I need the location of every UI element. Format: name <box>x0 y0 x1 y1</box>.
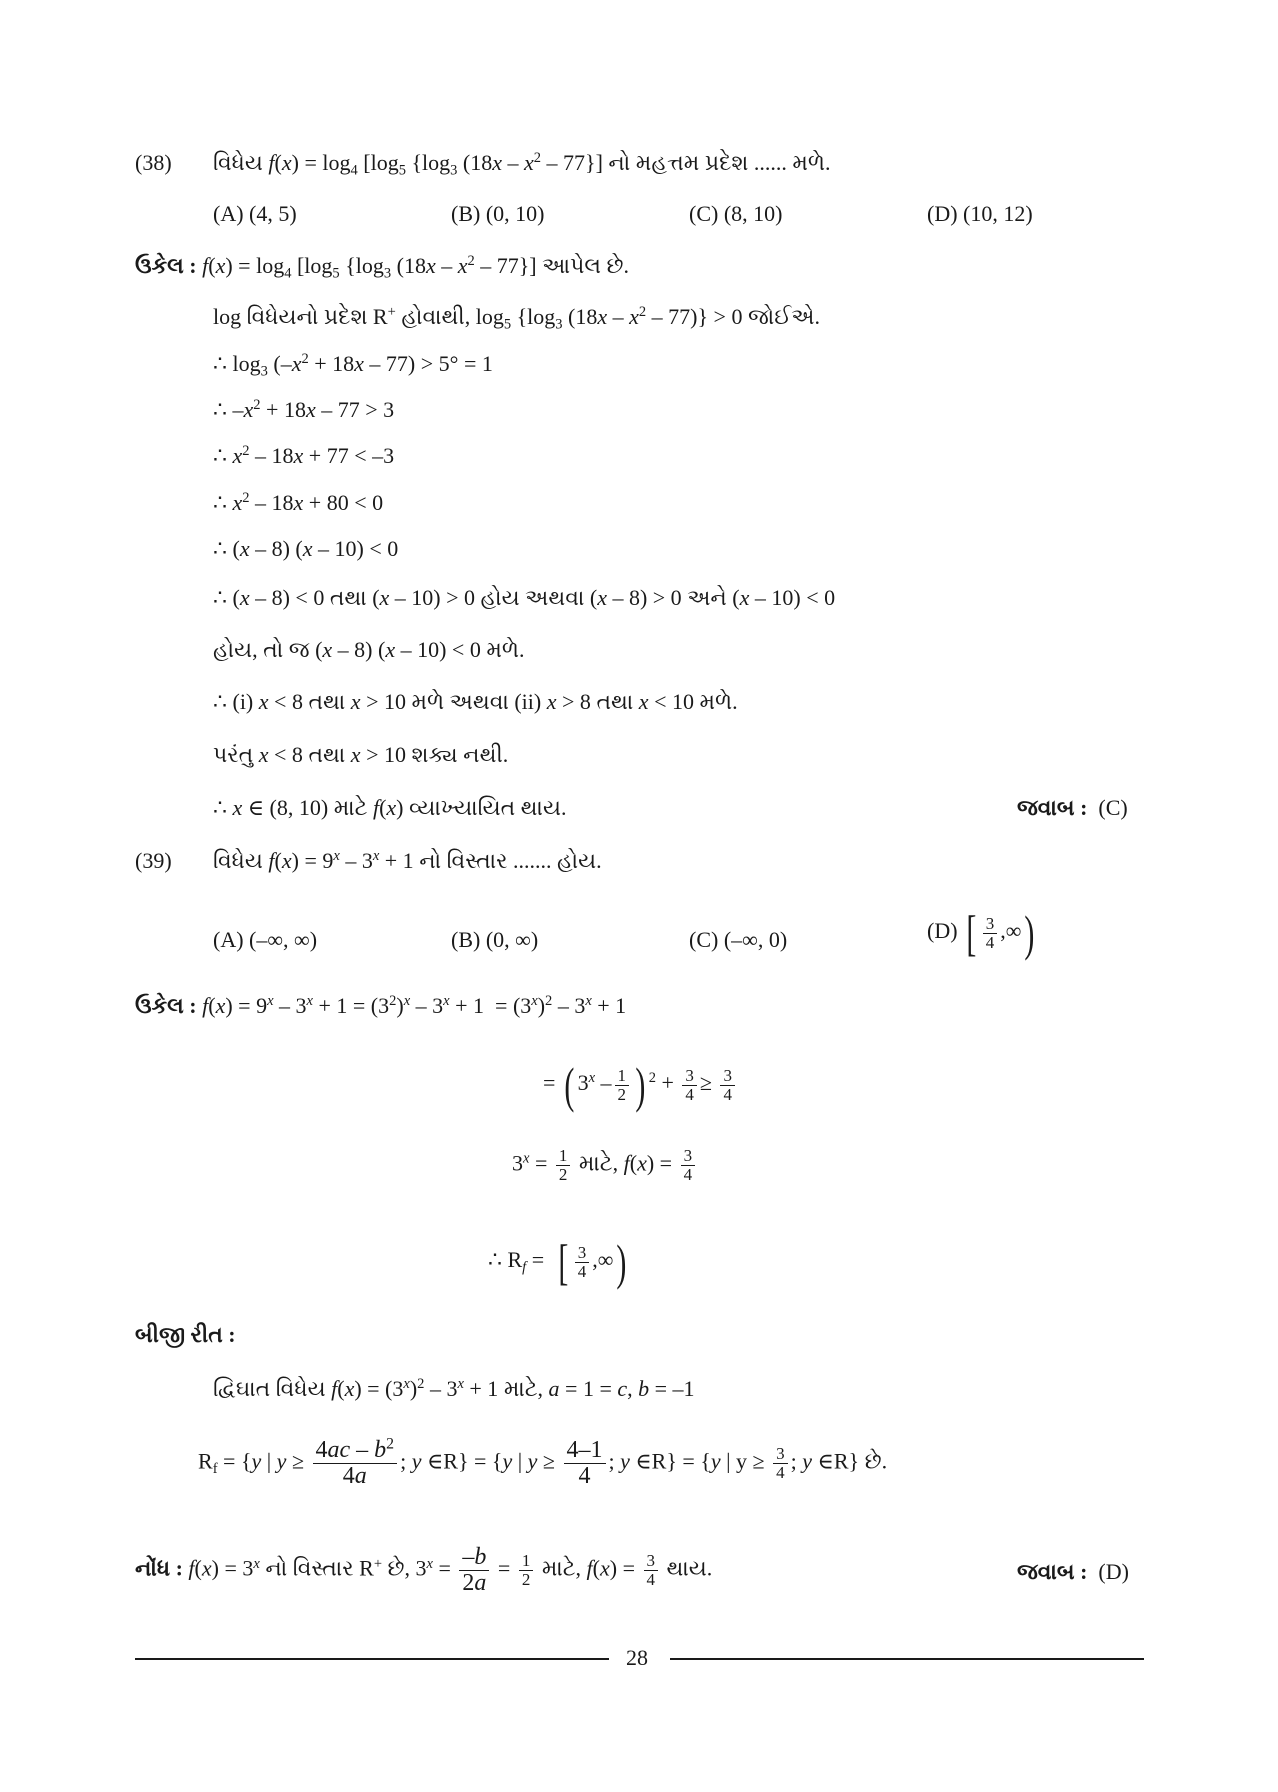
footer-rule-right <box>670 1658 1144 1660</box>
sol38-given: ઉકેલ : $f(x) = \log_4 [\log_5$ {$\log_3$ $(18x - x^2 - 77\}$] આપેલ છે. <box>135 253 630 282</box>
sol38-step-8: ∴ (i) x < 8 તથા x > 10 મળે અથવા (ii) x > 8 તથા x < 10 મળે. <box>213 689 738 714</box>
sol38-step-2: ∴ $-x^2 + 18x - 77 > 3$ <box>213 397 395 422</box>
page-number: 28 <box>626 1645 648 1670</box>
sol39-line-3: $3^x$ = $\frac{1}{2}$ માટે, f(x) = $\frac{3}{4}$ <box>512 1147 698 1184</box>
sol39-line-2: = ( 3$^x$ – $\frac{1}{2}$ ) $^2$ + $\frac{3}{4}$ ≥ $\frac{3}{4}$ <box>543 1060 738 1110</box>
alt-line-2: $R_f = \{y$ | y ≥ $\frac{4ac - b^2}{4a}$ ; y ∈R} = {y | y ≥ $\frac{4-1}{4}$ ; y ∈R} = {y | y ≥ $\frac{3}{4}$ ; y ∈R} છે. <box>198 1435 888 1490</box>
q38-stem: વિધેય $f(x) = \log_4 [\log_5$ {$\log_3$ $(18x - x^2 - 77\}$] નો મહત્તમ પ્રદેશ ...... મળે. <box>213 150 831 179</box>
q39-stem: વિધેય $f(x) = 9^x - 3^x + 1$ નો વિસ્તાર ....... હોય. <box>213 848 602 873</box>
q38-option-c: (C) (8, 10) <box>689 201 783 226</box>
q39-option-b: (B) (0, ∞) <box>451 927 539 952</box>
q39-option-d: (D) [ $\frac{3}{4}$ ,∞) <box>927 905 1035 961</box>
q38-number: (38) <box>135 150 172 175</box>
sol38-step-4: ∴ $x^2 - 18x + 80 < 0$ <box>213 490 384 515</box>
solution-label: ઉકેલ : <box>135 253 197 278</box>
footer-rule-left <box>135 1658 609 1660</box>
q39-option-a: (A) (–∞, ∞) <box>213 927 318 952</box>
alt-line-1: દ્વિઘાત વિધેય $f(x) = (3^x)^2 - 3^x + 1$ માટે, a = 1 = c, b = –1 <box>213 1376 695 1401</box>
sol39-line-4: ∴ $R_f$ = [ $\frac{3}{4}$ ,∞) <box>488 1234 627 1290</box>
q39-option-c: (C) (–∞, 0) <box>689 927 788 952</box>
q39-number: (39) <box>135 848 172 873</box>
sol38-step-6: ∴ (x – 8) < 0 તથા (x – 10) > 0 હોય અથવા (x – 8) > 0 અને (x – 10) < 0 <box>213 585 836 610</box>
sol39-answer: જવાબ : (D) <box>1017 1559 1129 1584</box>
note-label: નોંધ : <box>135 1555 183 1581</box>
sol38-step-9: પરંતુ x < 8 તથા x > 10 શક્ય નથી. <box>213 742 509 767</box>
sol38-answer: જવાબ : (C) <box>1017 795 1128 820</box>
sol38-line-domain: log વિધેયનો પ્રદેશ R+ હોવાથી, $\log_5 \{\log_3$ $(18x - x^2 - 77)\} > 0$ જોઈએ. <box>213 304 820 333</box>
q38-option-a: (A) (4, 5) <box>213 201 297 226</box>
sol38-step-3: ∴ $x^2 - 18x + 77 < -3$ <box>213 443 395 468</box>
sol38-step-10: ∴ x ∈ (8, 10) માટે f(x) વ્યાખ્યાયિત થાય. <box>213 795 567 820</box>
alt-method-label: બીજી રીત : <box>135 1322 236 1347</box>
sol38-step-7: હોય, તો જ (x – 8) (x – 10) < 0 મળે. <box>213 637 525 662</box>
solution-label: ઉકેલ : <box>135 993 197 1018</box>
q38-option-b: (B) (0, 10) <box>451 201 545 226</box>
note-line: નોંધ : $f(x) = 3^x$ નો વિસ્તાર R+ છે, $3^x$ = $\frac{-b}{2a}$ = $\frac{1}{2}$ માટે, f(x) = $\frac{3}{4}$ થાય. <box>135 1544 713 1597</box>
q38-option-d: (D) (10, 12) <box>927 201 1033 226</box>
sol38-step-5: ∴ (x – 8) (x – 10) < 0 <box>213 536 399 561</box>
sol39-line-1: ઉકેલ : $f(x) = 9^x - 3^x + 1 = (3^2)^x - 3^x + 1 = (3^x)^2 - 3^x + 1$ <box>135 993 627 1018</box>
sol38-step-1: ∴ $\log_3 (-x^2 + 18x - 77) > 5^\circ = 1$ <box>213 351 493 380</box>
